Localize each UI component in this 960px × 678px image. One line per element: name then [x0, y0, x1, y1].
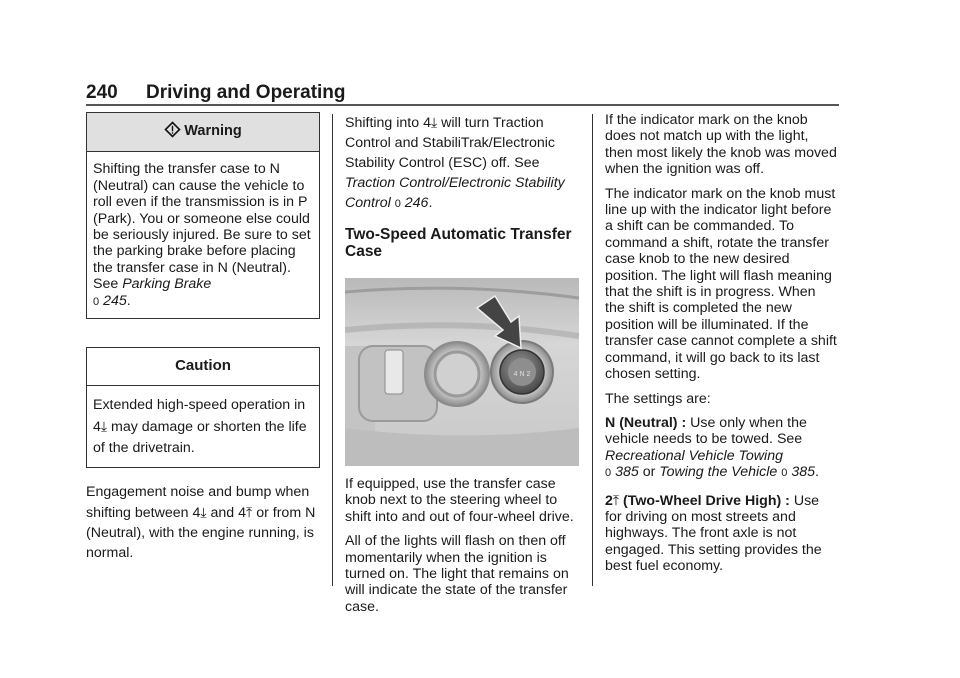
transfer-case-knob-photo	[345, 278, 579, 466]
caution-box	[86, 347, 320, 468]
towing-vehicle-link[interactable]: Towing the Vehicle	[659, 464, 778, 481]
page-ref[interactable]: 385	[791, 464, 815, 481]
two-wheel-setting: 2⤒ (Two-Wheel Drive High) : Use for driving on most streets and highways. The front axle is not engaged. This setting provides the best fuel economy.	[605, 491, 822, 575]
caution-header: Caution	[87, 348, 319, 386]
page-ref[interactable]: 245	[103, 292, 127, 309]
warning-header	[87, 113, 319, 152]
svg-text:4 N 2: 4 N 2	[513, 371, 531, 378]
rv-towing-link[interactable]: Recreational Vehicle Towing	[605, 447, 783, 464]
arrow-up-icon: ⤒	[246, 504, 253, 521]
arrow-down-icon: ⤓	[430, 114, 438, 130]
header-rule	[86, 104, 839, 106]
caution-text: Extended high-speed operation in 4⤓ may damage or shorten the life of the drivetrain.	[93, 397, 307, 457]
page-title: Driving and Operating	[146, 82, 346, 103]
warning-body	[87, 152, 319, 318]
page-ref-icon: 0	[93, 295, 100, 308]
column-1	[86, 112, 320, 571]
column-2	[345, 112, 579, 623]
page-ref[interactable]: 246	[404, 195, 429, 211]
arrow-down-icon: ⤓	[200, 504, 207, 521]
column-divider	[592, 114, 593, 586]
arrow-up-icon: ⤒	[612, 491, 620, 508]
column-divider	[332, 114, 333, 586]
arrow-down-icon: ⤓	[100, 418, 108, 435]
neutral-label: N (Neutral) :	[605, 414, 687, 431]
page-ref-icon: 0	[781, 467, 788, 480]
page-ref-icon: 0	[394, 198, 401, 210]
settings-intro: The settings are:	[605, 390, 711, 407]
page-ref[interactable]: 385	[615, 464, 639, 481]
column-3	[605, 112, 839, 583]
warning-label: Warning	[184, 123, 242, 139]
two-wheel-label: (Two-Wheel Drive High) :	[623, 492, 790, 509]
warning-box	[86, 112, 320, 319]
indicator-paragraph: If the indicator mark on the knob does not match up with the light, then most likely the knob was moved when the ignition was off.	[605, 112, 837, 178]
lights-paragraph: All of the lights will flash on then off momentarily when the ignition is turned on. The light that remains on will indicate the state of the transfer case.	[345, 533, 569, 615]
traction-paragraph: Shifting into 4⤓ will turn Traction Control and StabiliTrak/Electronic Stability Control (ESC) off. See Traction Control/Electronic Stability Control 0 246.	[345, 114, 565, 211]
engagement-paragraph: Engagement noise and bump when shifting between 4⤓ and 4⤒ or from N (Neutral), with the engine running, is normal.	[86, 484, 316, 562]
neutral-setting: N (Neutral) : Use only when the vehicle needs to be towed. See Recreational Vehicle Towing 0 385 or Towing the Vehicle 0 385.	[605, 414, 819, 481]
caution-body	[87, 386, 319, 467]
traction-control-link[interactable]: Traction Control/Electronic Stability Control	[345, 175, 565, 211]
page-ref-icon: 0	[605, 467, 612, 480]
shift-paragraph: The indicator mark on the knob must line up with the indicator light before a shift can be commanded. To command a shift, rotate the transfer case knob to the new desired position. The light will flash meaning that the shift is in progress. When the shift is completed the new position will be illuminated. If the transfer case cannot complete a shift command, it will go back to its last chosen setting.	[605, 185, 837, 383]
page-number: 240	[86, 82, 118, 103]
warning-icon	[164, 121, 181, 142]
knob-paragraph: If equipped, use the transfer case knob next to the steering wheel to shift into and out of four-wheel drive.	[345, 476, 574, 525]
section-heading: Two-Speed Automatic Transfer Case	[345, 226, 572, 260]
parking-brake-link[interactable]: Parking Brake	[122, 276, 212, 293]
warning-text: Shifting the transfer case to N (Neutral) can cause the vehicle to roll even if the transmission is in P (Park). You or someone else could be seriously injured. Be sure to set the parking brake before placing the transfer case in N (Neutral). See Parking Brake 0 245.	[93, 161, 311, 309]
